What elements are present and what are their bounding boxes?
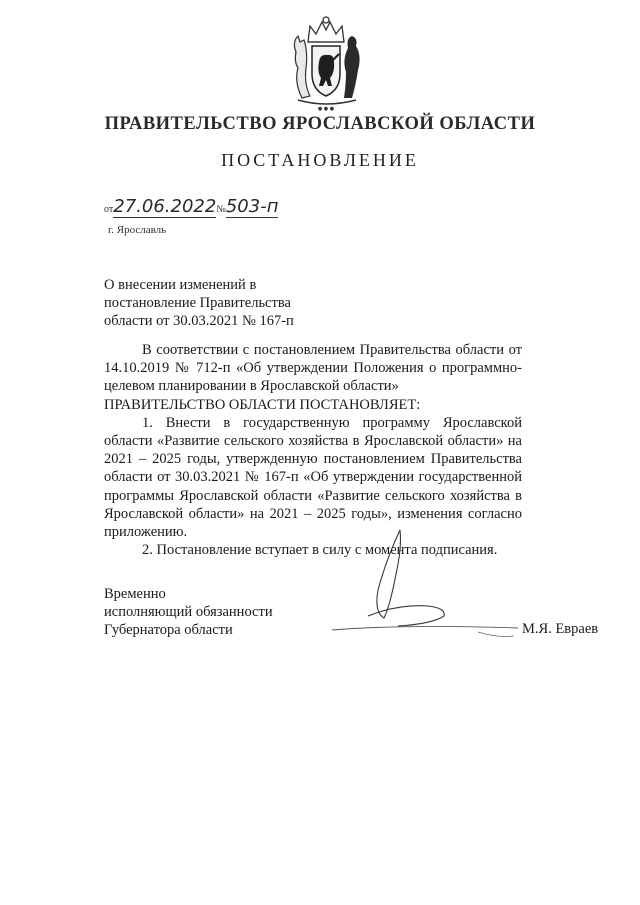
city: г. Ярославль — [108, 224, 167, 236]
svg-text:● ● ●: ● ● ● — [317, 106, 335, 112]
number-prefix: № — [216, 204, 226, 215]
signatory-name: М.Я. Евраев — [522, 621, 599, 637]
signatory-title-line: Временно — [104, 586, 166, 602]
date-prefix: от — [104, 204, 114, 215]
resolves-heading: ПРАВИТЕЛЬСТВО ОБЛАСТИ ПОСТАНОВЛЯЕТ: — [104, 396, 421, 413]
preamble-paragraph: В соответствии с постановлением Правительства области от 14.10.2019 № 712-п «Об утверждении Положения о программно-целевом планировании в Ярославской области» — [104, 342, 522, 395]
item-1-paragraph: 1. Внести в государственную программу Ярославской области «Развитие сельского хозяйства в Ярославской области» на 2021 – 2025 годы, утвержденную постановлением Правительства области от 30.03.2021 № 167-п «Об утверждении государственной программы Ярославской области «Развитие сельского хозяйства в Ярославской области» на 2021 – 2025 годы», изменения согласно приложению. — [104, 414, 522, 541]
subject-line: О внесении изменений в — [104, 277, 257, 293]
coat-of-arms-icon — [286, 12, 366, 112]
signatory-title-line: Губернатора области — [104, 622, 233, 638]
item-2-paragraph: 2. Постановление вступает в силу с момента подписания. — [142, 542, 498, 559]
document-date: 27.06.2022 — [113, 196, 217, 217]
handwritten-signature — [328, 520, 528, 660]
subject-line: области от 30.03.2021 № 167-п — [104, 313, 294, 329]
document-type: ПОСТАНОВЛЕНИЕ — [221, 150, 419, 170]
signatory-title — [104, 585, 273, 639]
document-subject — [104, 276, 294, 330]
signatory-title-line: исполняющий обязанности — [104, 604, 273, 620]
document-number: 503-п — [225, 196, 279, 217]
subject-line: постановление Правительства — [104, 295, 291, 311]
document-date-number — [104, 196, 278, 217]
organization-title: ПРАВИТЕЛЬСТВО ЯРОСЛАВСКОЙ ОБЛАСТИ — [104, 114, 536, 134]
